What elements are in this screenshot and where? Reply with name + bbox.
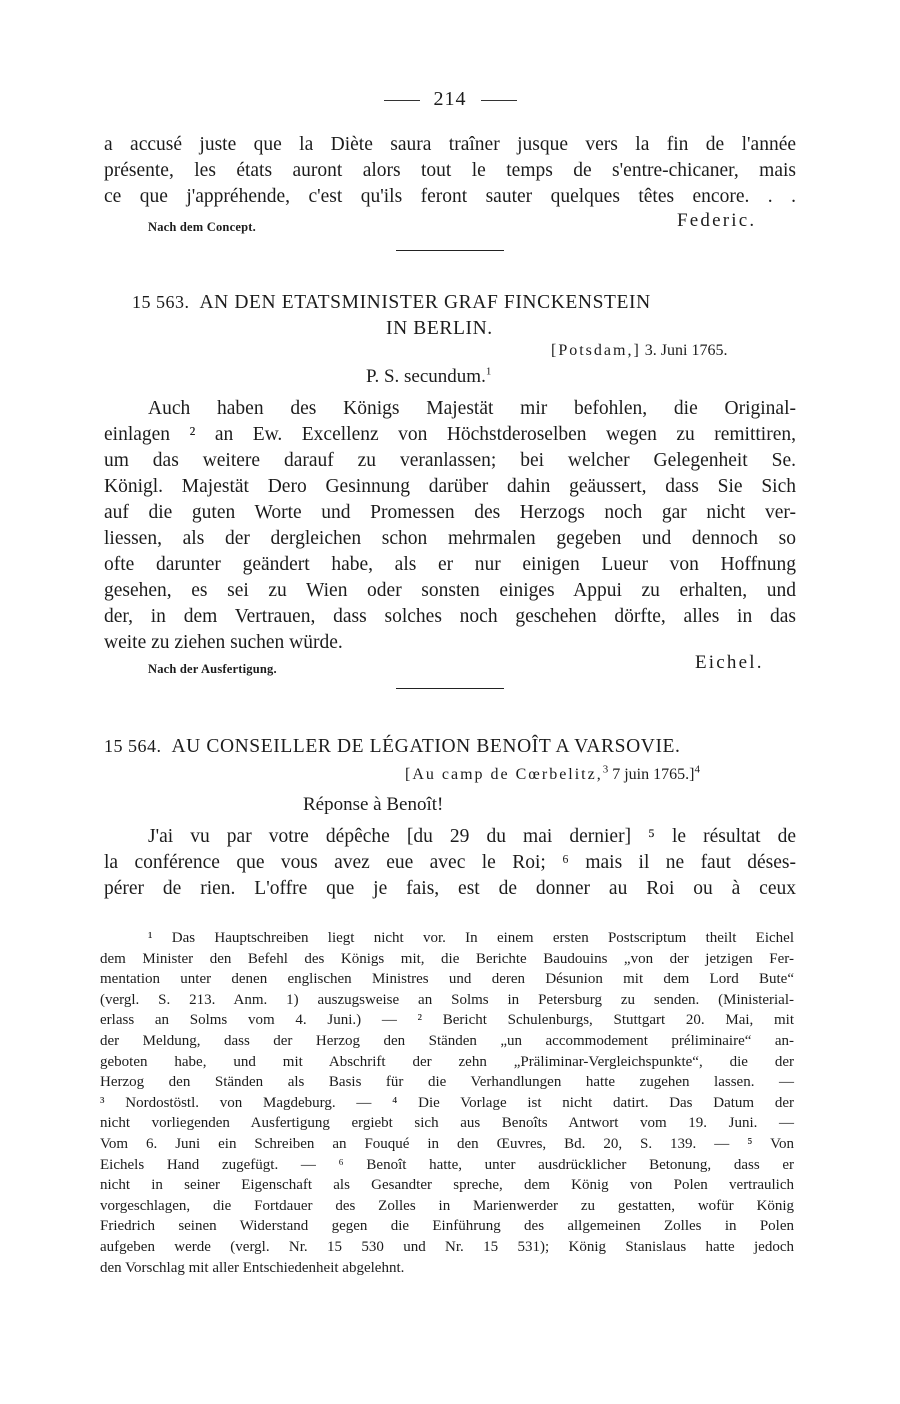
- dateline-date: 7 juin 1765.]: [612, 766, 695, 783]
- body-line: um das weitere darauf zu veranlassen; bei welcher Gelegenheit Se.: [104, 450, 796, 471]
- body-line: auf die guten Worte und Promessen des Herzogs noch gar nicht ver-: [104, 502, 796, 523]
- body-line: pérer de rien. L'offre que je fais, est de donner au Roi ou à ceux: [104, 878, 796, 899]
- footnote-line: der Meldung, dass der Herzog den Ständen „un accommodement préliminaire“ an-: [100, 1032, 794, 1049]
- intro-line: présente, les états auront alors tout le temps de s'entre-chicaner, mais: [104, 160, 796, 181]
- letter-15563-dateline: [551, 342, 727, 360]
- footnote-line: vorgeschlagen, die Fortdauer des Zolles in Marienwerder zu gestatten, wofür König: [100, 1197, 794, 1214]
- body-line: ofte darunter geändert habe, als er nur einigen Lueur von Hoffnung: [104, 554, 796, 575]
- footnote-ref: 1: [485, 365, 492, 378]
- body-line: la conférence que vous avez eue avec le Roi; ⁶ mais il ne faut déses-: [104, 852, 796, 873]
- letter-15564-subheading: Réponse à Benoît!: [303, 794, 444, 815]
- footnote-ref: 4: [694, 763, 700, 776]
- intro-line: a accusé juste que la Diète saura traîner jusque vers la fin de l'année: [104, 134, 796, 155]
- body-line: weite zu ziehen suchen würde.: [104, 632, 343, 653]
- footnote-ref: 3: [602, 763, 609, 776]
- body-line: einlagen ² an Ew. Excellenz von Höchstderoselben wegen zu remittiren,: [104, 424, 796, 445]
- footnote-line: ³ Nordostöstl. von Magdeburg. — ⁴ Die Vorlage ist nicht datirt. Das Datum der: [100, 1094, 794, 1111]
- intro-line: ce que j'appréhende, c'est qu'ils feront sauter quelques têtes encore. . .: [104, 186, 796, 207]
- footnote-line: nicht in seiner Eigenschaft als Gesandter spreche, dem König von Polen vertraulich: [100, 1177, 794, 1194]
- page-number-text: 214: [433, 88, 467, 110]
- footnote-line: Eichels Hand zugefügt. — ⁶ Benoît hatte, unter ausdrücklicher Betonung, dass er: [100, 1156, 794, 1173]
- footnote-line: nicht vorliegenden Ausfertigung ergiebt sich aus Benoîts Antwort vom 19. Juni. —: [100, 1115, 794, 1132]
- footnote-line: Vom 6. Juni ein Schreiben an Fouqué in den Œuvres, Bd. 20, S. 139. — ⁵ Von: [100, 1135, 794, 1152]
- footnote-line: ¹ Das Hauptschreiben liegt nicht vor. In einem ersten Postscriptum theilt Eichel: [148, 930, 794, 946]
- footnote-line: erlass an Solms vom 4. Juni.) — ² Bericht Schulenburgs, Stuttgart 20. Mai, mit: [100, 1012, 794, 1029]
- letter-heading: AU CONSEILLER DE LÉGATION BENOÎT A VARSOVIE.: [171, 736, 681, 757]
- letter-number: 15 564.: [104, 736, 162, 756]
- page-number: [0, 88, 900, 111]
- subheading-text: P. S. secundum.: [366, 366, 486, 387]
- body-line: Königl. Majestät Dero Gesinnung darüber dahin geäussert, dass Sie Sich: [104, 476, 796, 497]
- letter-15564-dateline: [405, 763, 700, 784]
- footnote-line: mentation unter denen englischen Ministres und deren Désunion mit dem Lord Bute“: [100, 971, 794, 988]
- letter-15564-body: [104, 824, 796, 902]
- intro-paragraph: [104, 132, 796, 210]
- footnote-line: Herzog den Ständen als Basis für die Verhandlungen hatte zugehen lassen. —: [100, 1074, 794, 1091]
- footnote-line: geboten habe, und mit Abschrift der zehn „Präliminar-Vergleichspunkte“, die der: [100, 1053, 794, 1070]
- footnote-line: dem Minister den Befehl des Königs mit, die Berichte Baudouins „von der jetzigen Fer-: [100, 950, 794, 967]
- letter-15563-heading-line2: IN BERLIN.: [386, 318, 493, 339]
- section-divider: [396, 688, 504, 689]
- footnotes: [100, 928, 794, 1278]
- dateline-place: [Au camp de Cœrbelitz,: [405, 766, 603, 783]
- footnote-line: Friedrich seinen Widerstand gegen die Einführung des allgemeinen Zolles in Polen: [100, 1218, 794, 1235]
- body-line: liessen, als der dergleichen schon mehrmalen gegeben und dennoch so: [104, 528, 796, 549]
- page-number-dash-left: [384, 100, 420, 101]
- letter-15563-source-note: Nach der Ausfertigung.: [148, 662, 277, 676]
- letter-number: 15 563.: [132, 292, 190, 312]
- dateline-date: 3. Juni 1765.: [644, 342, 728, 359]
- intro-source-note: Nach dem Concept.: [148, 220, 256, 234]
- page-number-dash-right: [481, 100, 517, 101]
- dateline-place: [Potsdam,]: [551, 342, 641, 359]
- body-line: J'ai vu par votre dépêche [du 29 du mai dernier] ⁵ le résultat de: [148, 826, 796, 847]
- body-line: gesehen, es sei zu Wien oder sonsten einiges Appui zu erhalten, und: [104, 580, 796, 601]
- letter-heading-line1: AN DEN ETATSMINISTER GRAF FINCKENSTEIN: [199, 292, 651, 313]
- footnote-line: den Vorschlag mit aller Entschiedenheit abgelehnt.: [100, 1259, 405, 1276]
- section-divider: [396, 250, 504, 251]
- intro-signature: Federic.: [677, 210, 757, 231]
- footnote-line: aufgeben werde (vergl. Nr. 15 530 und Nr. 15 531); König Stanislaus hatte jedoch: [100, 1238, 794, 1255]
- letter-15563-signature: Eichel.: [695, 652, 764, 673]
- letter-15564-heading: [104, 736, 681, 758]
- body-line: Auch haben des Königs Majestät mir befohlen, die Original-: [148, 398, 796, 419]
- letter-15563-body: [104, 396, 796, 656]
- letter-15563-heading: [132, 292, 651, 314]
- letter-15563-subheading: [366, 366, 491, 388]
- footnote-line: (vergl. S. 213. Anm. 1) auszugsweise an Solms in Petersburg zu senden. (Ministerial-: [100, 991, 794, 1008]
- body-line: der, in dem Vertrauen, dass solches noch geschehen dörfte, alles in das: [104, 606, 796, 627]
